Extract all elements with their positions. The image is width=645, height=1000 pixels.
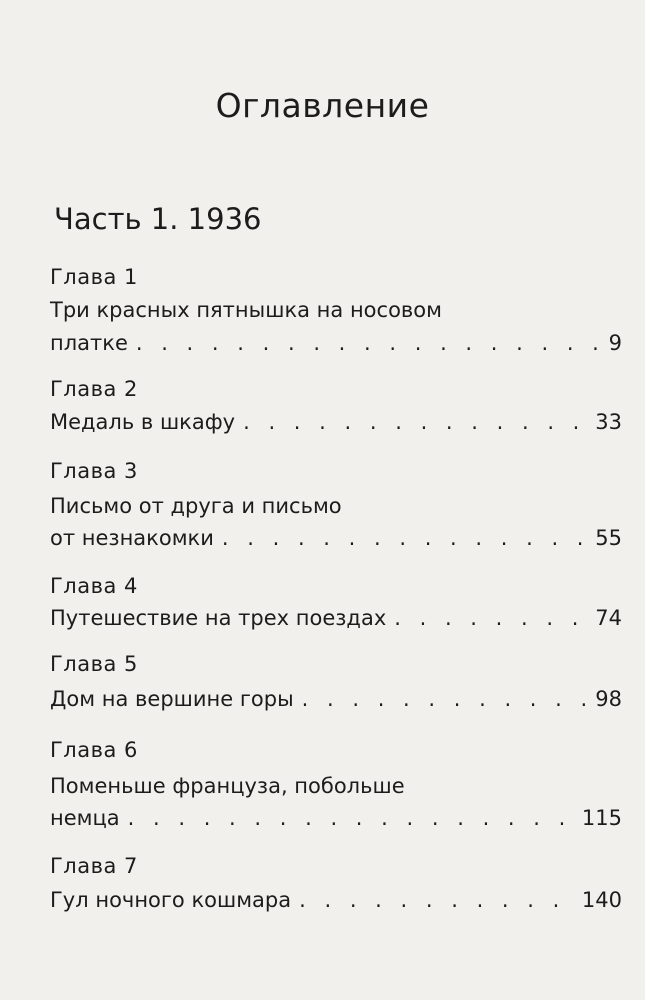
- page-number: 55: [595, 526, 622, 550]
- page-number: 9: [608, 331, 622, 355]
- chapter-title: платке: [50, 331, 128, 355]
- toc-entry[interactable]: [50, 606, 622, 630]
- chapter-title: Письмо от друга и письмо: [50, 494, 342, 518]
- chapter-label: Глава 5: [50, 652, 138, 676]
- toc-entry[interactable]: [50, 806, 622, 830]
- page-number: 33: [595, 410, 622, 434]
- chapter-title: от незнакомки: [50, 526, 214, 550]
- chapter-label: Глава 3: [50, 459, 138, 483]
- chapter-title: Поменьше француза, побольше: [50, 774, 405, 798]
- toc-entry[interactable]: [50, 888, 622, 912]
- dot-leader: [222, 526, 587, 550]
- page-number: 115: [581, 806, 622, 830]
- chapter-title: Гул ночного кошмара: [50, 888, 292, 912]
- page-number: 74: [595, 606, 622, 630]
- toc-entry[interactable]: [50, 687, 622, 711]
- chapter-label: Глава 7: [50, 854, 138, 878]
- chapter-title: Три красных пятнышка на носовом: [50, 298, 442, 322]
- dot-leader: [299, 888, 574, 912]
- chapter-title: немца: [50, 806, 120, 830]
- chapter-label: Глава 2: [50, 377, 138, 401]
- dot-leader: [394, 606, 587, 630]
- page-number: 140: [581, 888, 622, 912]
- dot-leader: [128, 806, 574, 830]
- dot-leader: [243, 410, 587, 434]
- chapter-title: Путешествие на трех поездах: [50, 606, 387, 630]
- toc-entry[interactable]: [50, 526, 622, 550]
- toc-entry[interactable]: [50, 410, 622, 434]
- chapter-title: Дом на вершине горы: [50, 687, 294, 711]
- dot-leader: [136, 331, 601, 355]
- chapter-title: Медаль в шкафу: [50, 410, 236, 434]
- page-number: 98: [595, 687, 622, 711]
- chapter-label: Глава 1: [50, 265, 138, 289]
- chapter-label: Глава 4: [50, 574, 138, 598]
- dot-leader: [302, 687, 588, 711]
- chapter-label: Глава 6: [50, 738, 138, 762]
- page-title: Оглавление: [215, 86, 430, 125]
- part-heading: Часть 1. 1936: [54, 202, 262, 236]
- toc-entry[interactable]: [50, 331, 622, 355]
